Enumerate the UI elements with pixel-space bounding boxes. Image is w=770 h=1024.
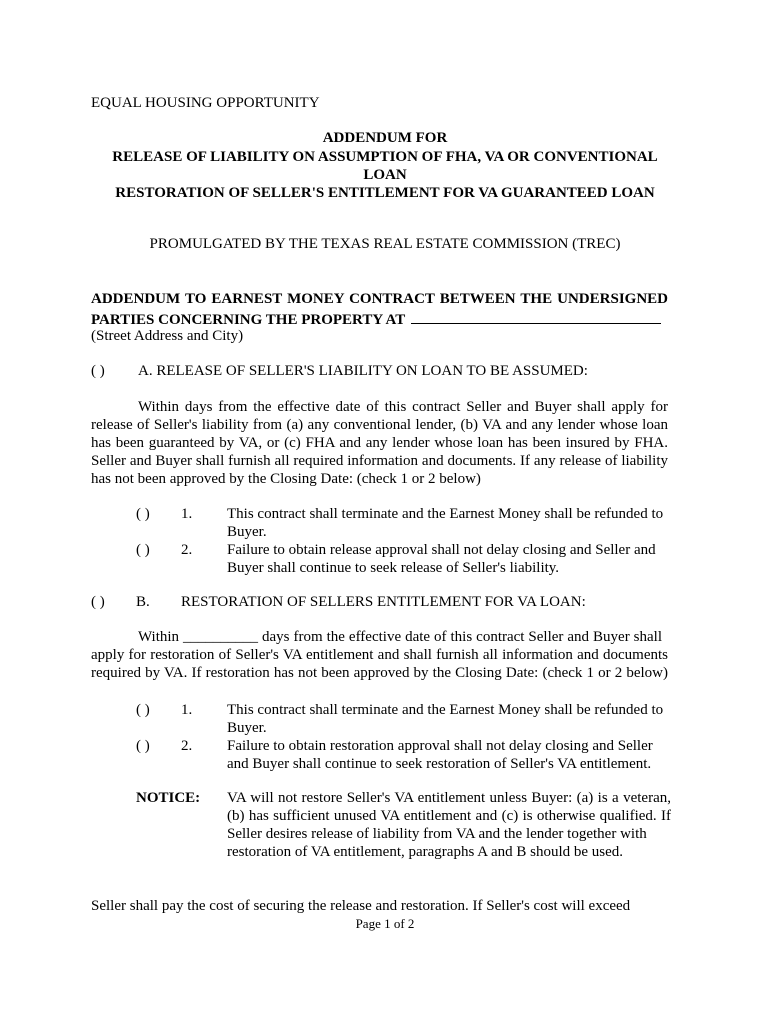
a-option-1-number: 1.	[181, 506, 193, 522]
title-line-1: ADDENDUM FOR	[322, 130, 448, 146]
equal-housing-opportunity: EQUAL HOUSING OPPORTUNITY	[91, 95, 320, 111]
section-b-letter: B.	[136, 594, 150, 610]
intro-line-2-row	[91, 309, 661, 329]
a-option-1-text: Buyer.	[227, 524, 267, 540]
section-a-para-line: Within days from the effective date of this contract Seller and Buyer shall apply for	[138, 399, 668, 415]
b-option-1-number: 1.	[181, 702, 193, 718]
property-address-field[interactable]	[411, 309, 661, 324]
section-a-heading: A. RELEASE OF SELLER'S LIABILITY ON LOAN TO BE ASSUMED:	[138, 363, 588, 379]
intro-line-2: PARTIES CONCERNING THE PROPERTY AT	[91, 312, 406, 328]
b-option-2-number: 2.	[181, 738, 193, 754]
b-option-2-text: and Buyer shall continue to seek restoration of Seller's VA entitlement.	[227, 756, 652, 772]
b-option-1-text: This contract shall terminate and the Earnest Money shall be refunded to	[227, 702, 664, 718]
section-b-para-line: Within __________ days from the effective date of this contract Seller and Buyer shall	[138, 629, 662, 645]
section-a-para-line: has been guaranteed by VA, or (c) FHA and any lender whose loan has been insured by FHA.	[91, 435, 668, 451]
notice-line: VA will not restore Seller's VA entitlement unless Buyer: (a) is a veteran,	[227, 790, 671, 806]
notice-line: (b) has sufficient unused VA entitlement and (c) is otherwise qualified. If	[227, 808, 671, 824]
b-option-2-text: Failure to obtain restoration approval shall not delay closing and Seller	[227, 738, 653, 754]
notice-line: Seller desires release of liability from VA and the lender together with	[227, 826, 647, 842]
section-b-heading: RESTORATION OF SELLERS ENTITLEMENT FOR VA LOAN:	[181, 594, 586, 610]
b-option-1-checkbox[interactable]: ( )	[136, 702, 150, 718]
b-option-1-text: Buyer.	[227, 720, 267, 736]
promulgated-line: PROMULGATED BY THE TEXAS REAL ESTATE COMMISSION (TREC)	[149, 236, 621, 252]
a-option-2-text: Buyer shall continue to seek release of Seller's liability.	[227, 560, 560, 576]
notice-label: NOTICE:	[136, 790, 201, 806]
address-label: (Street Address and City)	[91, 328, 244, 344]
notice-line: restoration of VA entitlement, paragraphs A and B should be used.	[227, 844, 624, 860]
section-b-checkbox[interactable]: ( )	[91, 594, 105, 610]
title-line-3: LOAN	[363, 167, 407, 183]
a-option-2-text: Failure to obtain release approval shall not delay closing and Seller and	[227, 542, 656, 558]
closing-line: Seller shall pay the cost of securing the release and restoration. If Seller's cost will exceed	[91, 898, 631, 914]
b-option-2-checkbox[interactable]: ( )	[136, 738, 150, 754]
section-a-para-line: has not been approved by the Closing Date: (check 1 or 2 below)	[91, 471, 481, 487]
a-option-2-number: 2.	[181, 542, 193, 558]
intro-line-1: ADDENDUM TO EARNEST MONEY CONTRACT BETWEEN THE UNDERSIGNED	[91, 291, 668, 307]
section-b-para-line: required by VA. If restoration has not been approved by the Closing Date: (check 1 or 2 below)	[91, 665, 668, 681]
a-option-1-checkbox[interactable]: ( )	[136, 506, 150, 522]
page-number: Page 1 of 2	[355, 916, 415, 931]
title-line-4: RESTORATION OF SELLER'S ENTITLEMENT FOR VA GUARANTEED LOAN	[115, 185, 655, 201]
a-option-2-checkbox[interactable]: ( )	[136, 542, 150, 558]
section-a-para-line: release of Seller's liability from (a) any conventional lender, (b) VA and any lender whose loan	[91, 417, 668, 433]
section-a-checkbox[interactable]: ( )	[91, 363, 105, 379]
section-b-para-line: apply for restoration of Seller's VA entitlement and shall furnish all information and documents	[91, 647, 668, 663]
section-a-para-line: Seller and Buyer shall furnish all required information and documents. If any release of liability	[91, 453, 668, 469]
title-line-2: RELEASE OF LIABILITY ON ASSUMPTION OF FHA, VA OR CONVENTIONAL	[112, 149, 658, 165]
a-option-1-text: This contract shall terminate and the Earnest Money shall be refunded to	[227, 506, 664, 522]
